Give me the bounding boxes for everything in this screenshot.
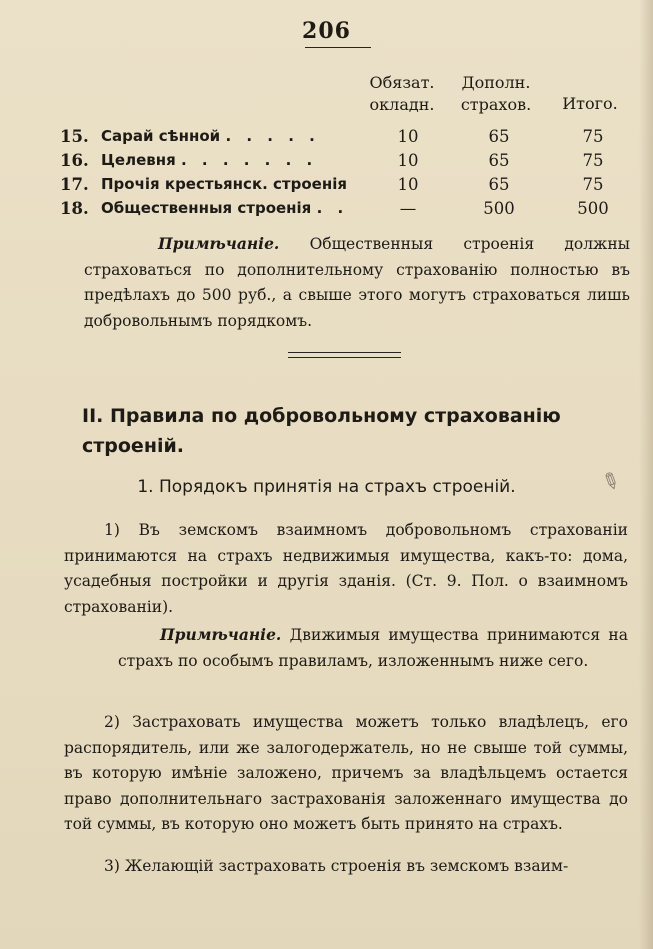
note-label: Примѣчаніе.	[160, 625, 282, 644]
paragraph-3: 3) Желающій застраховать строенія въ земскомъ взаим-	[104, 857, 569, 875]
column-header-line: страхов.	[460, 95, 532, 114]
cell-additional: 65	[488, 151, 510, 170]
column-header-line: Итого.	[562, 94, 618, 113]
page-number-rule	[305, 47, 371, 48]
cell-mandatory: 10	[397, 127, 419, 146]
column-header-line: окладн.	[369, 95, 435, 114]
column-header-mandatory	[361, 72, 443, 116]
row-name-text: Прочія крестьянск. строенія	[101, 175, 347, 193]
note-text: Движимыя имущества принимаются на страхъ по особымъ правиламъ, изложеннымъ ниже сего.	[118, 626, 628, 670]
cell-total: 75	[582, 127, 604, 146]
row-number: 18.	[60, 199, 89, 218]
column-header-line: Обязат.	[369, 73, 435, 92]
column-header-line: Дополн.	[461, 73, 531, 92]
cell-mandatory: —	[399, 199, 417, 218]
page-number: 206	[302, 18, 351, 44]
cell-additional: 500	[483, 199, 515, 218]
cell-total: 500	[577, 199, 609, 218]
row-dots: . . . . . . .	[180, 151, 318, 169]
subsection-title: 1. Порядокъ принятія на страхъ строеній.	[137, 477, 516, 497]
table-row	[60, 127, 640, 151]
row-dots: . .	[316, 199, 349, 217]
pencil-mark-icon: ✎	[596, 467, 624, 498]
row-name-text: Сарай сѣнной	[101, 127, 221, 145]
table-row	[60, 175, 640, 199]
note-label: Примѣчаніе.	[158, 234, 280, 253]
paragraph-1: 1) Въ земскомъ взаимномъ добровольномъ страхованіи принимаются на страхъ недвижимыя имущества, какъ-то: дома, усадебныя постройки и другія зданія. (Ст. 9. Пол. о взаимномъ страхованіи).	[64, 521, 628, 616]
column-header-additional	[456, 72, 536, 116]
section-divider	[288, 352, 401, 358]
cell-total: 75	[582, 175, 604, 194]
row-name-text: Целевня	[101, 151, 176, 169]
note-movable-property	[118, 622, 628, 674]
table-row	[60, 199, 640, 223]
paragraph-2: 2) Застраховать имущества можетъ только владѣлецъ, его распорядитель, или же залогодержатель, но не свыше той суммы, въ которую имѣніе заложено, причемъ за владѣльцемъ остается право дополнительнаго застрахованія заложеннаго имущества до той суммы, въ которую оно можетъ быть принято на страхъ.	[64, 713, 628, 833]
column-header-total	[550, 93, 630, 115]
row-number: 17.	[60, 175, 89, 194]
row-number: 15.	[60, 127, 89, 146]
cell-additional: 65	[488, 175, 510, 194]
note-public-buildings	[84, 231, 630, 334]
note-text: Общественныя строенія должны страховаться по дополнительному страхованію полностью въ предѣлахъ до 500 руб., а свыше этого могутъ страховаться лишь добровольнымъ порядкомъ.	[84, 235, 630, 330]
table-row	[60, 151, 640, 175]
row-number: 16.	[60, 151, 89, 170]
section-title: II. Правила по добровольному страхованію строеній.	[82, 405, 561, 457]
row-dots: . . . . .	[225, 127, 320, 145]
row-name-text: Общественныя строенія	[101, 199, 312, 217]
cell-mandatory: 10	[397, 151, 419, 170]
cell-additional: 65	[488, 127, 510, 146]
cell-total: 75	[582, 151, 604, 170]
cell-mandatory: 10	[397, 175, 419, 194]
